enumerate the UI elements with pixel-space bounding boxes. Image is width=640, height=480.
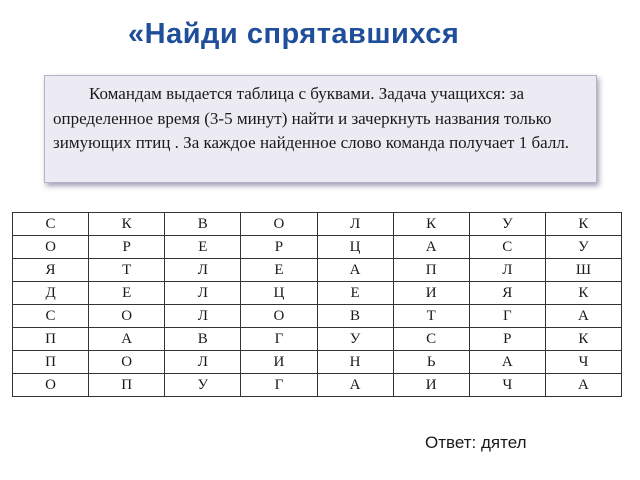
grid-cell[interactable]: Ь: [393, 351, 469, 374]
grid-cell[interactable]: У: [545, 236, 621, 259]
grid-cell[interactable]: Е: [165, 236, 241, 259]
grid-cell[interactable]: О: [241, 305, 317, 328]
grid-cell[interactable]: И: [393, 282, 469, 305]
grid-cell[interactable]: Л: [165, 351, 241, 374]
grid-row: [13, 213, 622, 236]
grid-cell[interactable]: К: [545, 328, 621, 351]
grid-cell[interactable]: К: [89, 213, 165, 236]
letter-grid: [12, 212, 622, 397]
grid-cell[interactable]: А: [469, 351, 545, 374]
grid-cell[interactable]: Е: [89, 282, 165, 305]
grid-cell[interactable]: Л: [317, 213, 393, 236]
grid-cell[interactable]: С: [469, 236, 545, 259]
grid-cell[interactable]: А: [317, 374, 393, 397]
grid-cell[interactable]: В: [165, 213, 241, 236]
grid-row: [13, 305, 622, 328]
grid-cell[interactable]: Я: [469, 282, 545, 305]
task-description-box: [44, 75, 597, 183]
grid-cell[interactable]: Л: [165, 282, 241, 305]
grid-cell[interactable]: О: [89, 351, 165, 374]
grid-row: [13, 351, 622, 374]
grid-cell[interactable]: В: [317, 305, 393, 328]
grid-cell[interactable]: А: [393, 236, 469, 259]
grid-cell[interactable]: Ч: [545, 351, 621, 374]
grid-cell[interactable]: Т: [393, 305, 469, 328]
grid-cell[interactable]: А: [545, 305, 621, 328]
grid-cell[interactable]: Г: [469, 305, 545, 328]
grid-cell[interactable]: П: [393, 259, 469, 282]
grid-cell[interactable]: П: [13, 351, 89, 374]
grid-row: [13, 282, 622, 305]
grid-cell[interactable]: Т: [89, 259, 165, 282]
grid-cell[interactable]: К: [545, 213, 621, 236]
grid-cell[interactable]: Н: [317, 351, 393, 374]
grid-cell[interactable]: И: [241, 351, 317, 374]
answer-text: Ответ: дятел: [425, 433, 527, 452]
grid-cell[interactable]: Г: [241, 328, 317, 351]
grid-cell[interactable]: К: [545, 282, 621, 305]
grid-cell[interactable]: Е: [317, 282, 393, 305]
letter-table: [12, 212, 622, 397]
grid-cell[interactable]: С: [393, 328, 469, 351]
grid-cell[interactable]: Д: [13, 282, 89, 305]
grid-cell[interactable]: А: [545, 374, 621, 397]
grid-cell[interactable]: Р: [241, 236, 317, 259]
grid-cell[interactable]: О: [13, 236, 89, 259]
grid-cell[interactable]: У: [317, 328, 393, 351]
grid-cell[interactable]: С: [13, 213, 89, 236]
grid-cell[interactable]: П: [13, 328, 89, 351]
grid-cell[interactable]: У: [469, 213, 545, 236]
grid-cell[interactable]: Ш: [545, 259, 621, 282]
grid-row: [13, 259, 622, 282]
grid-cell[interactable]: О: [13, 374, 89, 397]
grid-row: [13, 374, 622, 397]
grid-cell[interactable]: Р: [89, 236, 165, 259]
grid-row: [13, 328, 622, 351]
grid-cell[interactable]: Р: [469, 328, 545, 351]
grid-cell[interactable]: П: [89, 374, 165, 397]
grid-cell[interactable]: У: [165, 374, 241, 397]
grid-cell[interactable]: Л: [165, 259, 241, 282]
grid-cell[interactable]: В: [165, 328, 241, 351]
grid-cell[interactable]: А: [317, 259, 393, 282]
grid-cell[interactable]: Ц: [317, 236, 393, 259]
grid-cell[interactable]: Я: [13, 259, 89, 282]
grid-row: [13, 236, 622, 259]
grid-cell[interactable]: Л: [165, 305, 241, 328]
grid-cell[interactable]: Е: [241, 259, 317, 282]
grid-cell[interactable]: И: [393, 374, 469, 397]
grid-cell[interactable]: О: [241, 213, 317, 236]
grid-cell[interactable]: К: [393, 213, 469, 236]
grid-cell[interactable]: А: [89, 328, 165, 351]
slide-title: «Найди спрятавшихся: [128, 18, 460, 50]
grid-cell[interactable]: Ц: [241, 282, 317, 305]
grid-cell[interactable]: Г: [241, 374, 317, 397]
grid-cell[interactable]: Ч: [469, 374, 545, 397]
grid-cell[interactable]: Л: [469, 259, 545, 282]
task-description-text: Командам выдается таблица с буквами. Задача учащихся: за определенное время (3-5 минут) найти и зачеркнуть названия только зимующих птиц . За каждое найденное слово команда получает 1 балл.: [53, 84, 570, 152]
grid-cell[interactable]: О: [89, 305, 165, 328]
grid-cell[interactable]: С: [13, 305, 89, 328]
